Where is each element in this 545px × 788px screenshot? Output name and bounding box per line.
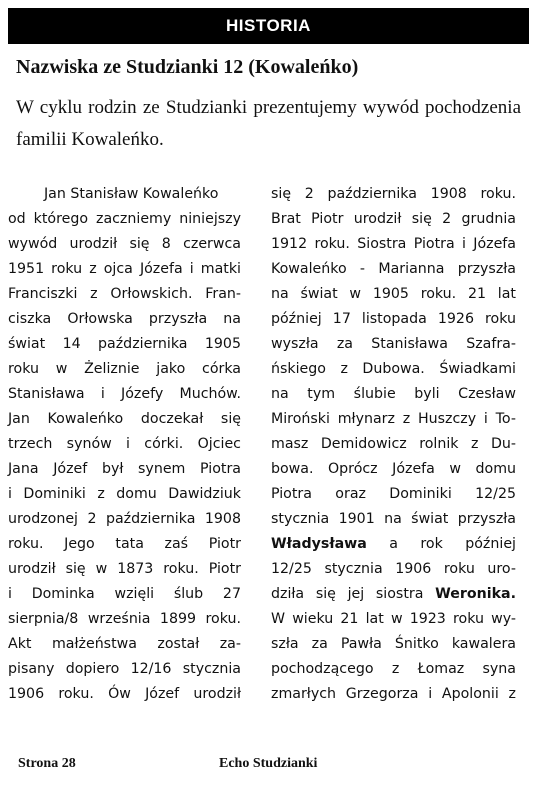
- text-line: 1906 roku. Ów Józef urodził: [8, 686, 241, 702]
- text-line: pisany dopiero 12/16 stycznia: [8, 661, 241, 677]
- text-line: Kowaleńko - Marianna przyszła: [271, 261, 516, 277]
- text-line: zmarłych Grzegorza i Apolonii z: [271, 686, 516, 702]
- text-line: sierpnia/8 września 1899 roku.: [8, 611, 241, 627]
- text-line: Stanisława i Józefy Muchów.: [8, 386, 241, 402]
- text-line: ńskiego z Dubowa. Świadkami: [271, 361, 516, 377]
- text-line: i Dominiki z domu Dawidziuk: [8, 486, 241, 502]
- article-lead: W cyklu rodzin ze Studzianki prezentujemy wywód pochodzenia familii Kowaleńko.: [16, 97, 521, 150]
- article-column-left: [8, 182, 241, 707]
- page-number: Strona 28: [18, 756, 76, 771]
- text-line: wywód urodził się 8 czerwca: [8, 236, 241, 252]
- text-line: później 17 listopada 1926 roku: [271, 311, 516, 327]
- article-title: Nazwiska ze Studzianki 12 (Kowaleńko): [16, 56, 359, 78]
- article-column-right: [271, 182, 516, 707]
- text-line: 1912 roku. Siostra Piotra i Józefa: [271, 236, 516, 252]
- text-line: wyszła za Stanisława Szafra-: [271, 336, 516, 352]
- text-line: na tym ślubie byli Czesław: [271, 386, 516, 402]
- text-line: 12/25 stycznia 1906 roku uro-: [271, 561, 516, 577]
- text-line: Miroński młynarz z Huszczy i To-: [271, 411, 516, 427]
- text-line: Akt małżeństwa został za-: [8, 636, 241, 652]
- text-line: ciszka Orłowska przyszła na: [8, 311, 241, 327]
- text-line: świat 14 października 1905: [8, 336, 241, 352]
- text-line: stycznia 1901 na świat przyszła: [271, 511, 516, 527]
- text-line: Franciszki z Orłowskich. Fran-: [8, 286, 241, 302]
- text-line: Brat Piotr urodził się 2 grudnia: [271, 211, 516, 227]
- text-line: 1951 roku z ojca Józefa i matki: [8, 261, 241, 277]
- text-line: Jan Kowaleńko doczekał się: [8, 411, 241, 427]
- highlighted-name: Weronika.: [435, 586, 516, 602]
- highlighted-name: Władysława: [271, 536, 367, 552]
- text-line: roku w Żeliznie jako córka: [8, 361, 241, 377]
- text-line: Piotra oraz Dominiki 12/25: [271, 486, 516, 502]
- text-line: od którego zaczniemy niniejszy: [8, 211, 241, 227]
- text-line: W wieku 21 lat w 1923 roku wy-: [271, 611, 516, 627]
- text-line: szła za Pawła Śnitko kawalera: [271, 636, 516, 652]
- text-line: dziła się jej siostra Weronika.: [271, 586, 516, 602]
- text-line: urodzonej 2 października 1908: [8, 511, 241, 527]
- text-line: bowa. Oprócz Józefa w domu: [271, 461, 516, 477]
- text-line: pochodzącego z Łomaz syna: [271, 661, 516, 677]
- text-line: masz Demidowicz rolnik z Du-: [271, 436, 516, 452]
- text-line: Jana Józef był synem Piotra: [8, 461, 241, 477]
- text-line: urodził się w 1873 roku. Piotr: [8, 561, 241, 577]
- magazine-name: Echo Studzianki: [219, 756, 318, 771]
- text-line: i Dominka wzięli ślub 27: [8, 586, 241, 602]
- text-line: Jan Stanisław Kowaleńko: [44, 186, 219, 202]
- section-banner: [8, 8, 529, 44]
- text-line: Władysława a rok później: [271, 536, 516, 552]
- text-line: się 2 października 1908 roku.: [271, 186, 516, 202]
- text-line: trzech synów i córki. Ojciec: [8, 436, 241, 452]
- text-line: na świat w 1905 roku. 21 lat: [271, 286, 516, 302]
- text-line: roku. Jego tata zaś Piotr: [8, 536, 241, 552]
- section-label: HISTORIA: [226, 16, 311, 35]
